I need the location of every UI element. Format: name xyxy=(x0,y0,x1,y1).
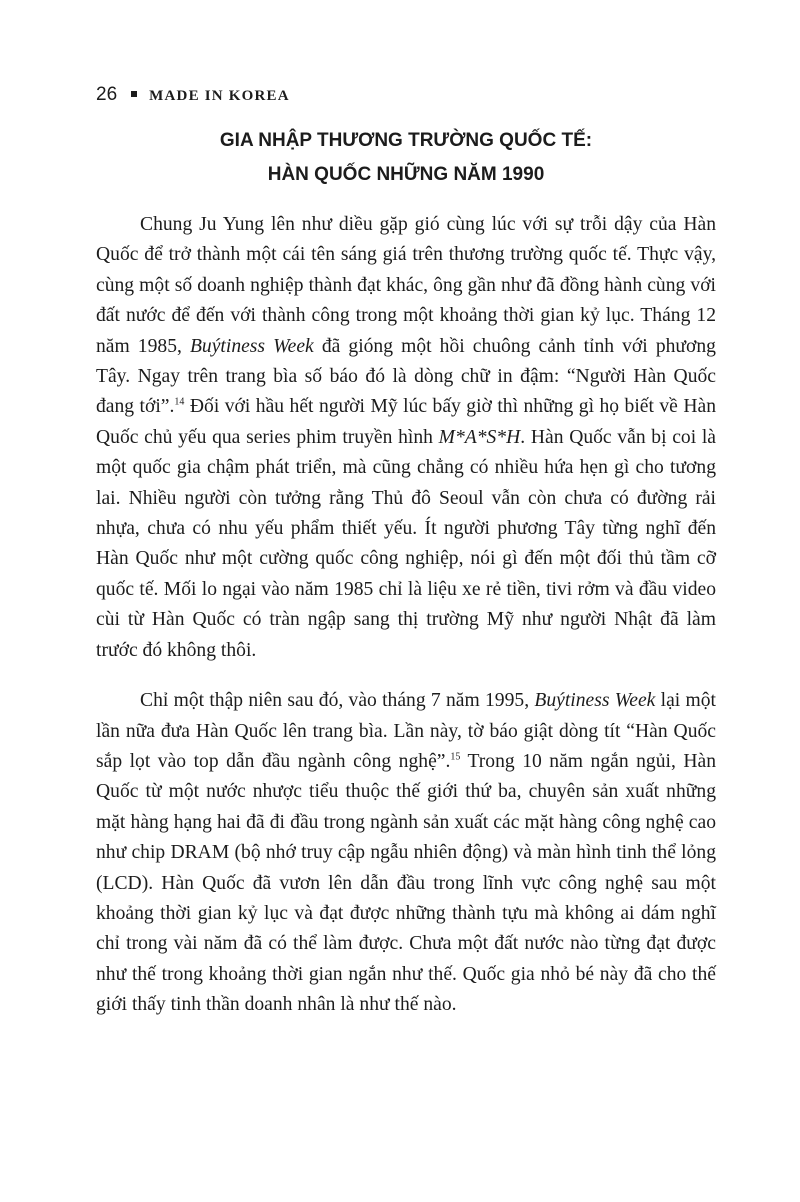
paragraph-2-text-c: lại một lần nữa đưa Hàn Quốc lên trang bìa. Lần này, tờ báo giật dòng tít “Hàn Quốc sắp lọt vào top dẫn đầu ngành công nghệ”. xyxy=(96,690,716,772)
paragraph-1-text-a: Chung Ju Yung lên như diều gặp gió cùng lúc với sự trỗi dậy của Hàn Quốc để trở thành một cái tên sáng giá trên thương trường quốc tế. Thực vậy, cùng một số doanh nghiệp thành đạt khác, ông gần như đã đồng hành cùng với đất nước để đến với thành công trong một khoảng thời gian kỷ lục. Tháng 12 năm 1985, xyxy=(96,214,716,357)
paragraph-2-text-a: Chỉ một thập niên sau đó, vào tháng 7 năm 1995, xyxy=(140,690,535,712)
paragraph-1-text-c: đã gióng một hồi chuông cảnh tỉnh với phương Tây. Ngay trên trang bìa số báo đó là dòng chữ in đậm: “Người Hàn Quốc đang tới”. xyxy=(96,335,716,418)
section-heading xyxy=(96,124,716,192)
book-title: MADE IN KOREA xyxy=(149,88,290,104)
running-header xyxy=(96,84,716,106)
paragraph-1-text-d: Đối với hầu hết người Mỹ lúc bấy giờ thì những gì họ biết về Hàn Quốc chủ yếu qua series phim truyền hình xyxy=(96,396,716,448)
section-heading-line-2: HÀN QUỐC NHỮNG NĂM 1990 xyxy=(267,164,545,185)
magazine-name: Buýtiness Week xyxy=(189,335,314,357)
page-number: 26 xyxy=(96,84,118,105)
magazine-name-2: Buýtiness Week xyxy=(534,690,656,712)
square-separator-icon xyxy=(131,91,137,97)
paragraph-2 xyxy=(96,686,716,1020)
book-page xyxy=(96,84,716,1041)
section-heading-line-1: GIA NHẬP THƯƠNG TRƯỜNG QUỐC TẾ: xyxy=(219,130,593,151)
paragraph-2-text-d: Trong 10 năm ngắn ngủi, Hàn Quốc từ một nước nhược tiểu thuộc thế giới thứ ba, chuyên sản xuất những mặt hàng hạng hai đã đi đầu trong ngành sản xuất các mặt hàng công nghệ cao như chip DRAM (bộ nhớ truy cập ngẫu nhiên động) và màn hình tinh thể lỏng (LCD). Hàn Quốc đã vươn lên dẫn đầu trong lĩnh vực công nghệ sau một khoảng thời gian kỷ lục và đạt được những thành tựu mà không ai dám nghĩ chỉ trong vài năm đã có thể làm được. Chưa một đất nước nào từng đạt được như thế trong khoảng thời gian ngắn như thế. Quốc gia nhỏ bé này đã cho thế giới thấy tinh thần doanh nhân là như thế nào. xyxy=(96,750,716,1016)
footnote-ref-15: 15 xyxy=(450,751,461,763)
paragraph-1 xyxy=(96,210,716,666)
body-text xyxy=(96,210,716,1021)
paragraph-1-text-f: . Hàn Quốc vẫn bị coi là một quốc gia chậm phát triển, mà cũng chẳng có nhiều hứa hẹn gì cho tương lai. Nhiều người còn tưởng rằng Thủ đô Seoul vẫn còn chưa có đường rải nhựa, chưa có nhu yếu phẩm thiết yếu. Ít người phương Tây từng nghĩ đến Hàn Quốc như một cường quốc công nghiệp, nói gì đến một đối thủ tầm cỡ quốc tế. Mối lo ngại vào năm 1985 chỉ là liệu xe rẻ tiền, tivi rởm và đầu video cùi từ Hàn Quốc có tràn ngập sang thị trường Mỹ như người Nhật đã làm trước đó không thôi. xyxy=(96,426,717,661)
tv-series-name: M*A*S*H xyxy=(438,426,521,448)
footnote-ref-14: 14 xyxy=(174,396,185,408)
